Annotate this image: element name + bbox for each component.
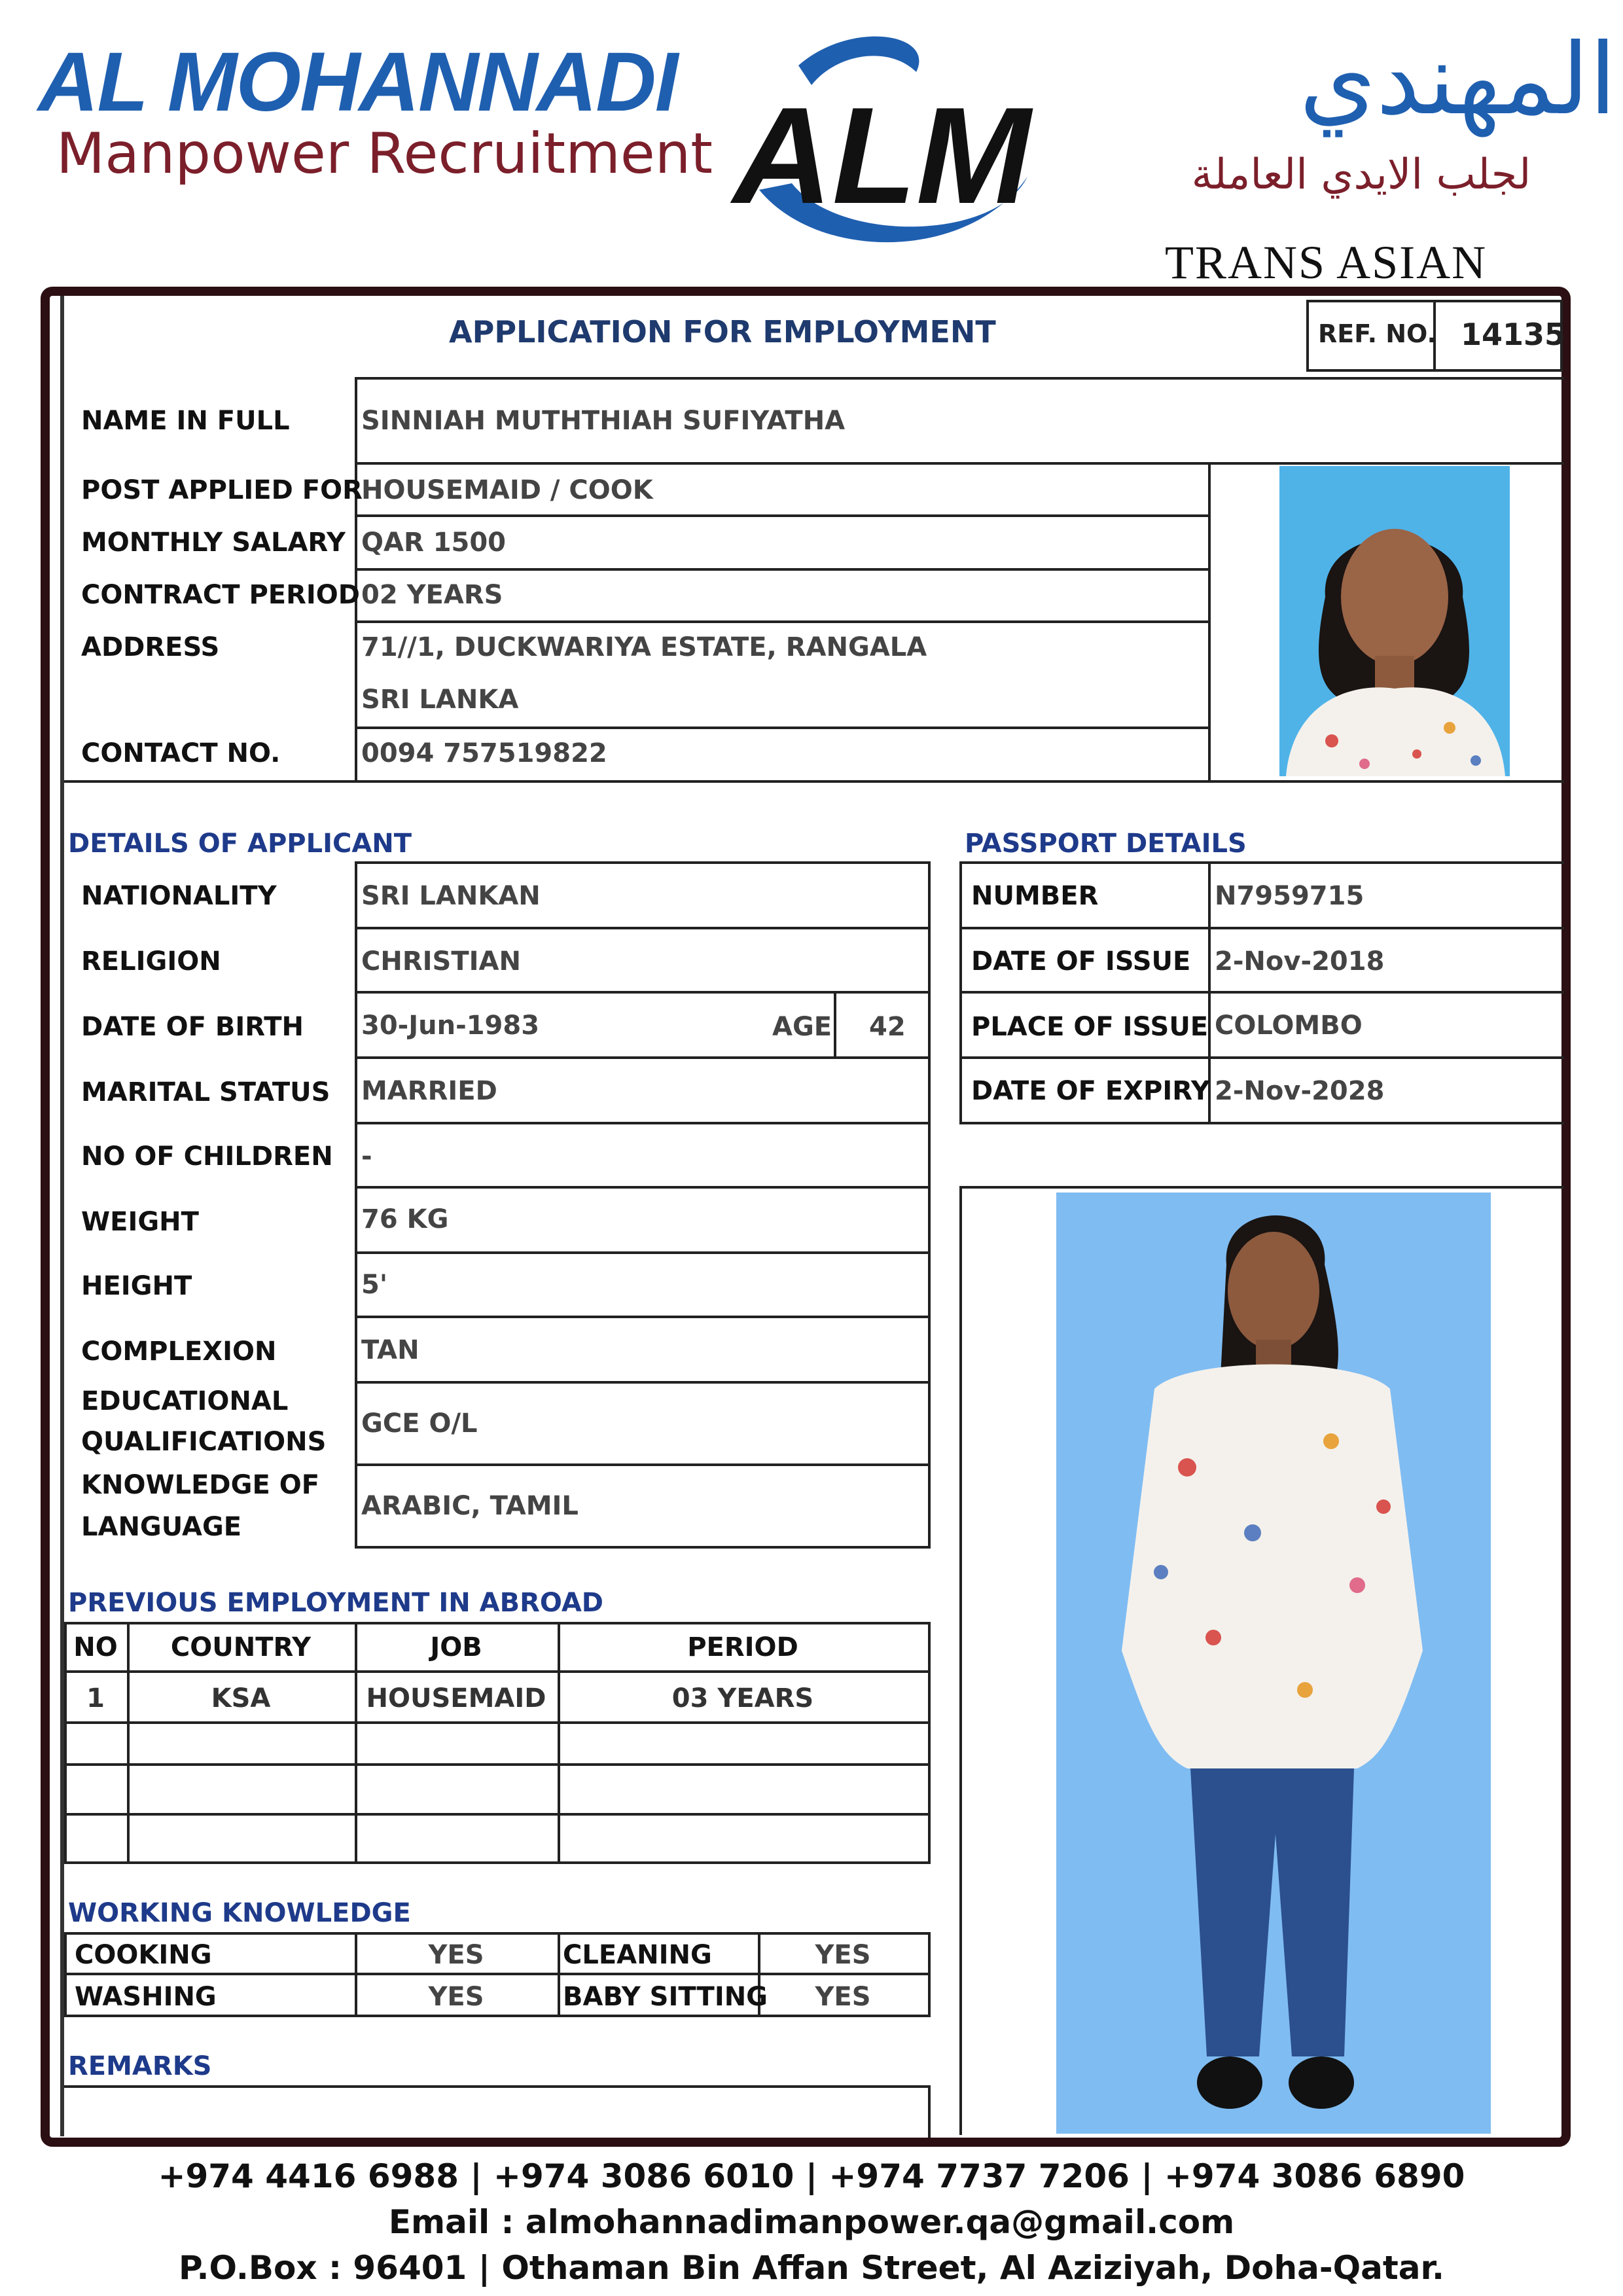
rule	[834, 991, 836, 1058]
address-line-1: 71//1, DUCKWARIYA ESTATE, RANGALA	[361, 632, 927, 662]
footer-email: Email : almohannadimanpower.qa@gmail.com	[388, 2203, 1235, 2241]
col-country-header: COUNTRY	[170, 1632, 312, 1662]
rule	[64, 1973, 931, 1975]
footer-address: P.O.Box : 96401 | Othaman Bin Affan Street, Al Aziziyah, Doha-Qatar.	[179, 2249, 1444, 2287]
children-value: -	[361, 1141, 372, 1172]
issue-date-label: DATE OF ISSUE	[971, 946, 1191, 977]
weight-label: WEIGHT	[81, 1207, 199, 1237]
alm-logo-text: ALM	[733, 79, 1031, 232]
name-label: NAME IN FULL	[81, 406, 290, 436]
rule	[64, 2015, 931, 2017]
applicant-full-length-photo	[1056, 1193, 1491, 2134]
rule	[928, 1622, 931, 1864]
skill-baby-sitting: BABY SITTING	[563, 1982, 768, 2012]
address-line-2: SRI LANKA	[361, 685, 519, 715]
rule	[355, 726, 1209, 729]
education-value: GCE O/L	[361, 1408, 478, 1439]
skill-washing-value: YES	[428, 1982, 484, 2012]
applicant-portrait-photo	[1279, 466, 1510, 776]
rule	[355, 1316, 931, 1318]
rule	[355, 568, 1209, 571]
portrait-illustration	[1279, 466, 1510, 776]
rule	[355, 620, 1209, 623]
rule	[928, 2085, 931, 2138]
passport-number-value: N7959715	[1215, 881, 1364, 911]
expiry-value: 2-Nov-2028	[1215, 1076, 1385, 1106]
rule	[959, 991, 1564, 994]
rule	[355, 1463, 931, 1466]
passport-number-label: NUMBER	[971, 881, 1099, 911]
salary-value: QAR 1500	[361, 528, 507, 558]
salary-label: MONTHLY SALARY	[81, 528, 346, 558]
rule	[1208, 462, 1211, 783]
skill-cleaning-value: YES	[815, 1940, 871, 1970]
company-name-ar: المهندي	[1299, 23, 1616, 137]
emp-row-job: HOUSEMAID	[366, 1683, 546, 1713]
name-value: SINNIAH MUTHTHIAH SUFIYATHA	[361, 406, 846, 436]
rule	[355, 1251, 931, 1254]
emp-row-period: 03 YEARS	[671, 1683, 814, 1713]
rule	[355, 462, 1564, 465]
skill-cooking-value: YES	[428, 1940, 484, 1970]
remarks-heading: REMARKS	[68, 2051, 212, 2081]
rule	[64, 1861, 931, 1864]
working-knowledge-heading: WORKING KNOWLEDGE	[68, 1898, 411, 1928]
emp-row-country: KSA	[211, 1683, 271, 1713]
rule	[64, 1721, 931, 1724]
age-value: 42	[869, 1012, 906, 1042]
col-job-header: JOB	[430, 1632, 482, 1662]
details-heading: DETAILS OF APPLICANT	[68, 829, 412, 859]
rule	[928, 861, 931, 1549]
company-tagline-ar: لجلب الايدي العاملة	[1191, 151, 1531, 199]
rule	[355, 861, 357, 1549]
rule	[64, 780, 1564, 783]
post-label: POST APPLIED FOR	[81, 475, 363, 505]
ref-label: REF. NO.	[1318, 319, 1436, 348]
rule	[355, 1056, 931, 1059]
company-name-en: AL MOHANNADI	[38, 35, 677, 129]
language-label-2: LANGUAGE	[81, 1512, 242, 1542]
rule	[959, 1186, 1564, 1189]
rule	[959, 1122, 1564, 1124]
rule	[64, 1932, 931, 1935]
expiry-label: DATE OF EXPIRY	[971, 1076, 1210, 1106]
footer-phones: +974 4416 6988 | +974 3086 6010 | +974 7737 7206 | +974 3086 6890	[158, 2157, 1465, 2195]
full-length-illustration	[1056, 1193, 1491, 2134]
dob-value: 30-Jun-1983	[361, 1011, 540, 1041]
rule	[959, 1186, 962, 2135]
rule	[355, 514, 1209, 517]
rule	[355, 1122, 931, 1124]
complexion-label: COMPLEXION	[81, 1336, 277, 1367]
emp-row-no: 1	[86, 1683, 105, 1713]
rule	[928, 1932, 931, 2017]
language-label-1: KNOWLEDGE OF	[81, 1470, 320, 1500]
post-value: HOUSEMAID / COOK	[361, 475, 653, 505]
rule	[355, 1186, 931, 1189]
rule	[959, 1056, 1564, 1059]
employment-heading: PREVIOUS EMPLOYMENT IN ABROAD	[68, 1588, 603, 1618]
ref-number: 14135	[1461, 317, 1566, 352]
form-title: APPLICATION FOR EMPLOYMENT	[449, 314, 996, 350]
contract-value: 02 YEARS	[361, 580, 503, 610]
nationality-value: SRI LANKAN	[361, 881, 541, 911]
complexion-value: TAN	[361, 1335, 419, 1365]
religion-label: RELIGION	[81, 946, 221, 977]
skill-baby-sitting-value: YES	[815, 1982, 871, 2012]
rule	[64, 1763, 931, 1766]
rule	[355, 991, 931, 994]
passport-heading: PASSPORT DETAILS	[965, 829, 1247, 859]
rule	[959, 927, 1564, 929]
col-no-header: NO	[73, 1632, 118, 1662]
rule	[355, 861, 931, 864]
skill-cleaning: CLEANING	[563, 1940, 712, 1970]
issue-place-value: COLOMBO	[1215, 1011, 1363, 1041]
issue-date-value: 2-Nov-2018	[1215, 946, 1385, 977]
agency-name: TRANS ASIAN	[1165, 236, 1488, 289]
rule	[959, 861, 1564, 864]
language-value: ARABIC, TAMIL	[361, 1491, 579, 1521]
rule	[355, 1381, 931, 1384]
rule	[355, 1546, 931, 1549]
nationality-label: NATIONALITY	[81, 881, 277, 911]
contact-label: CONTACT NO.	[81, 738, 281, 768]
rule	[355, 927, 931, 929]
company-tagline-en: Manpower Recruitment	[56, 121, 713, 187]
rule	[64, 1932, 67, 2017]
education-label-2: QUALIFICATIONS	[81, 1427, 327, 1457]
alm-logo	[720, 26, 1060, 262]
skill-cooking: COOKING	[75, 1940, 212, 1970]
religion-value: CHRISTIAN	[361, 946, 521, 977]
rule	[64, 1622, 931, 1624]
dob-label: DATE OF BIRTH	[81, 1012, 304, 1042]
rule	[355, 377, 1564, 380]
col-period-header: PERIOD	[687, 1632, 798, 1662]
age-label: AGE	[772, 1012, 832, 1042]
skill-washing: WASHING	[75, 1982, 217, 2012]
marital-label: MARITAL STATUS	[81, 1077, 330, 1107]
rule	[64, 1813, 931, 1816]
rule	[64, 1670, 931, 1673]
children-label: NO OF CHILDREN	[81, 1141, 333, 1172]
education-label-1: EDUCATIONAL	[81, 1386, 289, 1416]
rule	[64, 2085, 931, 2088]
weight-value: 76 KG	[361, 1204, 449, 1234]
address-label: ADDRESS	[81, 632, 220, 662]
rule	[558, 1932, 560, 2017]
height-value: 5'	[361, 1270, 388, 1300]
contract-label: CONTRACT PERIOD	[81, 580, 360, 610]
contact-value: 0094 757519822	[361, 738, 607, 768]
rule	[959, 861, 962, 1124]
issue-place-label: PLACE OF ISSUE	[971, 1012, 1209, 1042]
marital-value: MARRIED	[361, 1076, 497, 1106]
height-label: HEIGHT	[81, 1271, 192, 1301]
